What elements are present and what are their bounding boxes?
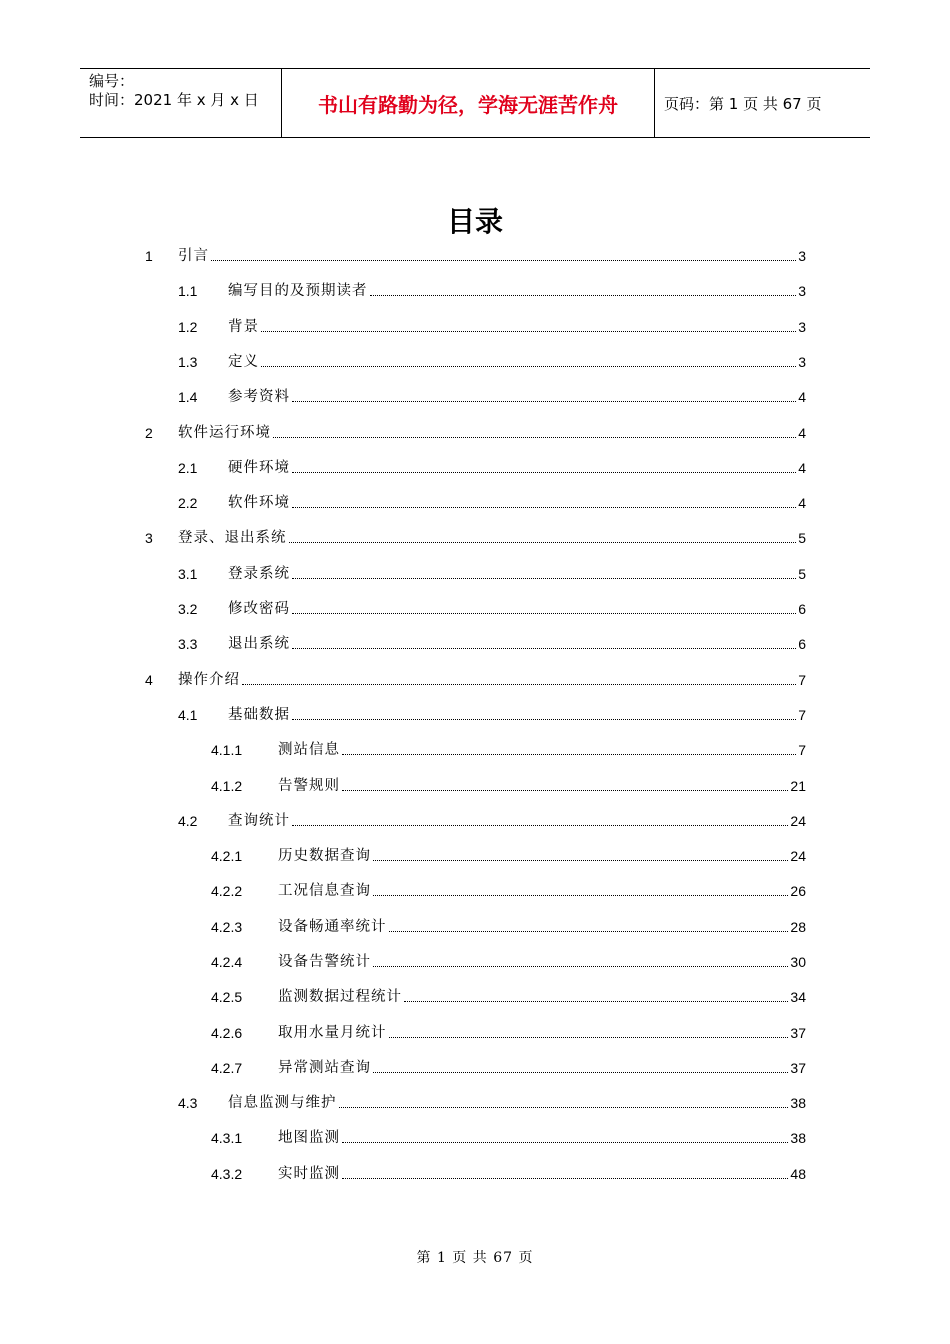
toc-entry[interactable] [178,281,806,301]
toc-entry-number: 4.3 [178,1095,198,1111]
toc-leader-dots [292,612,796,614]
toc-leader-dots [342,753,796,755]
toc-entry-title: 软件运行环境 [178,425,271,441]
toc-leader-dots [292,471,796,473]
toc-entry-title: 操作介绍 [178,672,240,688]
toc-entry-number: 4.1 [178,707,198,723]
toc-entry-page: 37 [790,1025,806,1041]
toc-entry-number: 4.2.1 [211,848,243,864]
page-title: 目录 [446,205,503,238]
toc-entry-page: 38 [790,1130,806,1146]
toc-entry[interactable] [211,1058,806,1078]
toc-entry-title: 设备畅通率统计 [278,919,387,935]
toc-entry[interactable] [178,493,806,513]
toc-entry[interactable] [211,1023,806,1043]
toc-entry[interactable] [178,458,806,478]
toc-entry-title: 软件环境 [228,495,290,511]
toc-entry-title: 工况信息查询 [278,883,371,899]
toc-entry-title: 修改密码 [228,601,290,617]
toc-entry-page: 26 [790,883,806,899]
toc-entry-number: 1.3 [178,354,198,370]
toc-leader-dots [261,330,796,332]
toc-entry[interactable] [211,846,806,866]
toc-leader-dots [292,506,796,508]
toc-entry-page: 3 [798,319,806,335]
toc-entry-page: 38 [790,1095,806,1111]
toc-leader-dots [339,1106,789,1108]
document-date-label: 时间：2021 年 x 月 x 日 [89,91,259,109]
toc-entry[interactable] [211,1164,806,1184]
toc-leader-dots [373,859,788,861]
toc-entry-page: 37 [790,1060,806,1076]
toc-entry[interactable] [211,987,806,1007]
toc-leader-dots [389,1036,789,1038]
toc-entry[interactable] [178,1093,806,1113]
toc-entry-number: 1.4 [178,389,198,405]
toc-leader-dots [292,577,796,579]
toc-entry-page: 7 [798,707,806,723]
toc-entry-page: 48 [790,1166,806,1182]
toc-entry-page: 3 [798,248,806,264]
toc-entry-number: 4 [145,672,153,688]
toc-leader-dots [292,824,788,826]
toc-entry-title: 硬件环境 [228,460,290,476]
header-motto: 书山有路勤为径，学海无涯苦作舟 [282,69,655,137]
toc-entry-number: 4.3.1 [211,1130,243,1146]
toc-entry[interactable] [211,881,806,901]
toc-entry-title: 退出系统 [228,636,290,652]
toc-entry-page: 24 [790,813,806,829]
toc-entry-page: 5 [798,566,806,582]
toc-entry-number: 2.2 [178,495,198,511]
toc-entry-title: 历史数据查询 [278,848,371,864]
toc-entry-page: 6 [798,601,806,617]
toc-entry-title: 地图监测 [278,1130,340,1146]
toc-entry[interactable] [178,634,806,654]
toc-entry-number: 4.3.2 [211,1166,243,1182]
toc-entry-number: 4.2.6 [211,1025,243,1041]
toc-entry-number: 3.2 [178,601,198,617]
toc-leader-dots [370,294,797,296]
toc-leader-dots [342,1177,788,1179]
toc-entry-number: 1.2 [178,319,198,335]
toc-leader-dots [342,1141,788,1143]
toc-entry[interactable] [178,352,806,372]
toc-entry-number: 4.1.1 [211,742,243,758]
toc-entry-title: 取用水量月统计 [278,1025,387,1041]
toc-entry[interactable] [211,776,806,796]
toc-entry-page: 28 [790,919,806,935]
toc-entry-page: 6 [798,636,806,652]
toc-leader-dots [404,1000,788,1002]
toc-leader-dots [389,930,789,932]
toc-entry[interactable] [145,423,806,443]
header-meta [80,69,282,137]
toc-entry[interactable] [178,599,806,619]
toc-entry-page: 5 [798,530,806,546]
header-page-info: 页码：第 1 页 共 67 页 [664,94,822,113]
toc-entry-number: 4.2 [178,813,198,829]
toc-entry[interactable] [211,740,806,760]
toc-entry-page: 24 [790,848,806,864]
toc-entry-title: 引言 [178,248,209,264]
toc-entry-number: 4.1.2 [211,778,243,794]
toc-entry-title: 测站信息 [278,742,340,758]
toc-entry-title: 基础数据 [228,707,290,723]
toc-entry-number: 3.3 [178,636,198,652]
toc-entry[interactable] [145,246,806,266]
toc-entry-title: 告警规则 [278,778,340,794]
toc-entry-number: 4.2.2 [211,883,243,899]
toc-leader-dots [292,400,796,402]
toc-entry-title: 定义 [228,354,259,370]
toc-leader-dots [261,365,796,367]
toc-entry[interactable] [145,670,806,690]
toc-entry-page: 4 [798,425,806,441]
toc-leader-dots [292,718,796,720]
toc-entry-title: 监测数据过程统计 [278,989,402,1005]
page-footer: 第 1 页 共 67 页 [416,1250,534,1266]
toc-entry-title: 信息监测与维护 [228,1095,337,1111]
toc-entry-page: 4 [798,389,806,405]
toc-leader-dots [211,259,796,261]
toc-entry[interactable] [178,705,806,725]
toc-entry-page: 4 [798,460,806,476]
toc-entry-title: 编写目的及预期读者 [228,283,368,299]
toc-entry-page: 7 [798,672,806,688]
toc-entry-page: 4 [798,495,806,511]
toc-entry-title: 登录系统 [228,566,290,582]
toc-entry[interactable] [211,1128,806,1148]
toc-entry-page: 34 [790,989,806,1005]
toc-entry[interactable] [211,917,806,937]
toc-entry[interactable] [178,317,806,337]
toc-entry-number: 3 [145,530,153,546]
toc-entry-title: 背景 [228,319,259,335]
toc-entry-number: 3.1 [178,566,198,582]
toc-entry-title: 异常测站查询 [278,1060,371,1076]
toc-entry-page: 3 [798,283,806,299]
document-number-label: 编号： [89,72,135,90]
toc-entry-title: 登录、退出系统 [178,530,287,546]
toc-entry-title: 查询统计 [228,813,290,829]
toc-leader-dots [373,894,788,896]
toc-leader-dots [373,965,788,967]
page-header [80,68,870,138]
toc-entry-number: 2.1 [178,460,198,476]
toc-leader-dots [342,789,788,791]
toc-entry-number: 4.2.5 [211,989,243,1005]
toc-entry-title: 实时监测 [278,1166,340,1182]
toc-entry[interactable] [178,387,806,407]
toc-leader-dots [242,683,796,685]
toc-entry-number: 1 [145,248,153,264]
toc-leader-dots [289,541,797,543]
toc-leader-dots [373,1071,788,1073]
toc-entry-page: 21 [790,778,806,794]
toc-entry[interactable] [211,952,806,972]
toc-entry-number: 4.2.7 [211,1060,243,1076]
toc-entry-number: 1.1 [178,283,198,299]
toc-entry[interactable] [178,564,806,584]
toc-entry-title: 设备告警统计 [278,954,371,970]
toc-leader-dots [273,436,796,438]
toc-entry-page: 30 [790,954,806,970]
toc-entry-page: 7 [798,742,806,758]
toc-entry[interactable] [178,811,806,831]
toc-entry[interactable] [145,528,806,548]
toc-entry-page: 3 [798,354,806,370]
toc-entry-title: 参考资料 [228,389,290,405]
toc-entry-number: 4.2.3 [211,919,243,935]
toc-leader-dots [292,647,796,649]
toc-entry-number: 4.2.4 [211,954,243,970]
toc-entry-number: 2 [145,425,153,441]
